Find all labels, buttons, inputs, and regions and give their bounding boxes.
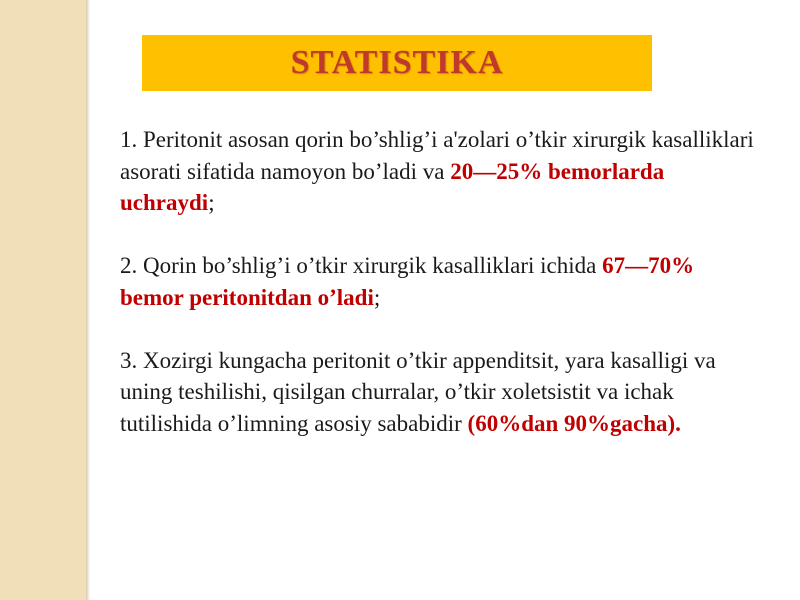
paragraph-2-text: 2. Qorin bo’shlig’i o’tkir xirurgik kasalliklari ichida bbox=[120, 253, 603, 278]
paragraph-1-highlight: 20—25% bemorlarda uchraydi bbox=[120, 158, 665, 215]
slide-body bbox=[120, 124, 760, 439]
slide-title: STATISTIKA bbox=[290, 44, 504, 81]
paragraph-1-end: ; bbox=[208, 190, 215, 215]
paragraph-1-text: 1. Peritonit asosan qorin bo’shlig’i a'zolari o’tkir xirurgik kasalliklari asorati sifatida namoyon bo’ladi va bbox=[120, 127, 754, 184]
paragraph-3-text: 3. Xozirgi kungacha peritonit o’tkir appenditsit, yara kasalligi va uning teshilishi, qisilgan churralar, o’tkir xoletsistit va ichak tutilishida o’limning asosiy sababidir bbox=[120, 347, 716, 436]
paragraph-2-highlight: 67—70% bemor peritonitdan o’ladi bbox=[120, 253, 695, 310]
paragraph-1 bbox=[120, 124, 760, 219]
title-banner bbox=[142, 35, 652, 91]
paragraph-3 bbox=[120, 345, 760, 440]
side-decorative-band bbox=[0, 0, 86, 600]
side-band-shadow bbox=[86, 0, 90, 600]
paragraph-2 bbox=[120, 250, 760, 313]
paragraph-2-end: ; bbox=[373, 284, 381, 310]
paragraph-3-highlight: (60%dan 90%gacha). bbox=[467, 410, 681, 436]
